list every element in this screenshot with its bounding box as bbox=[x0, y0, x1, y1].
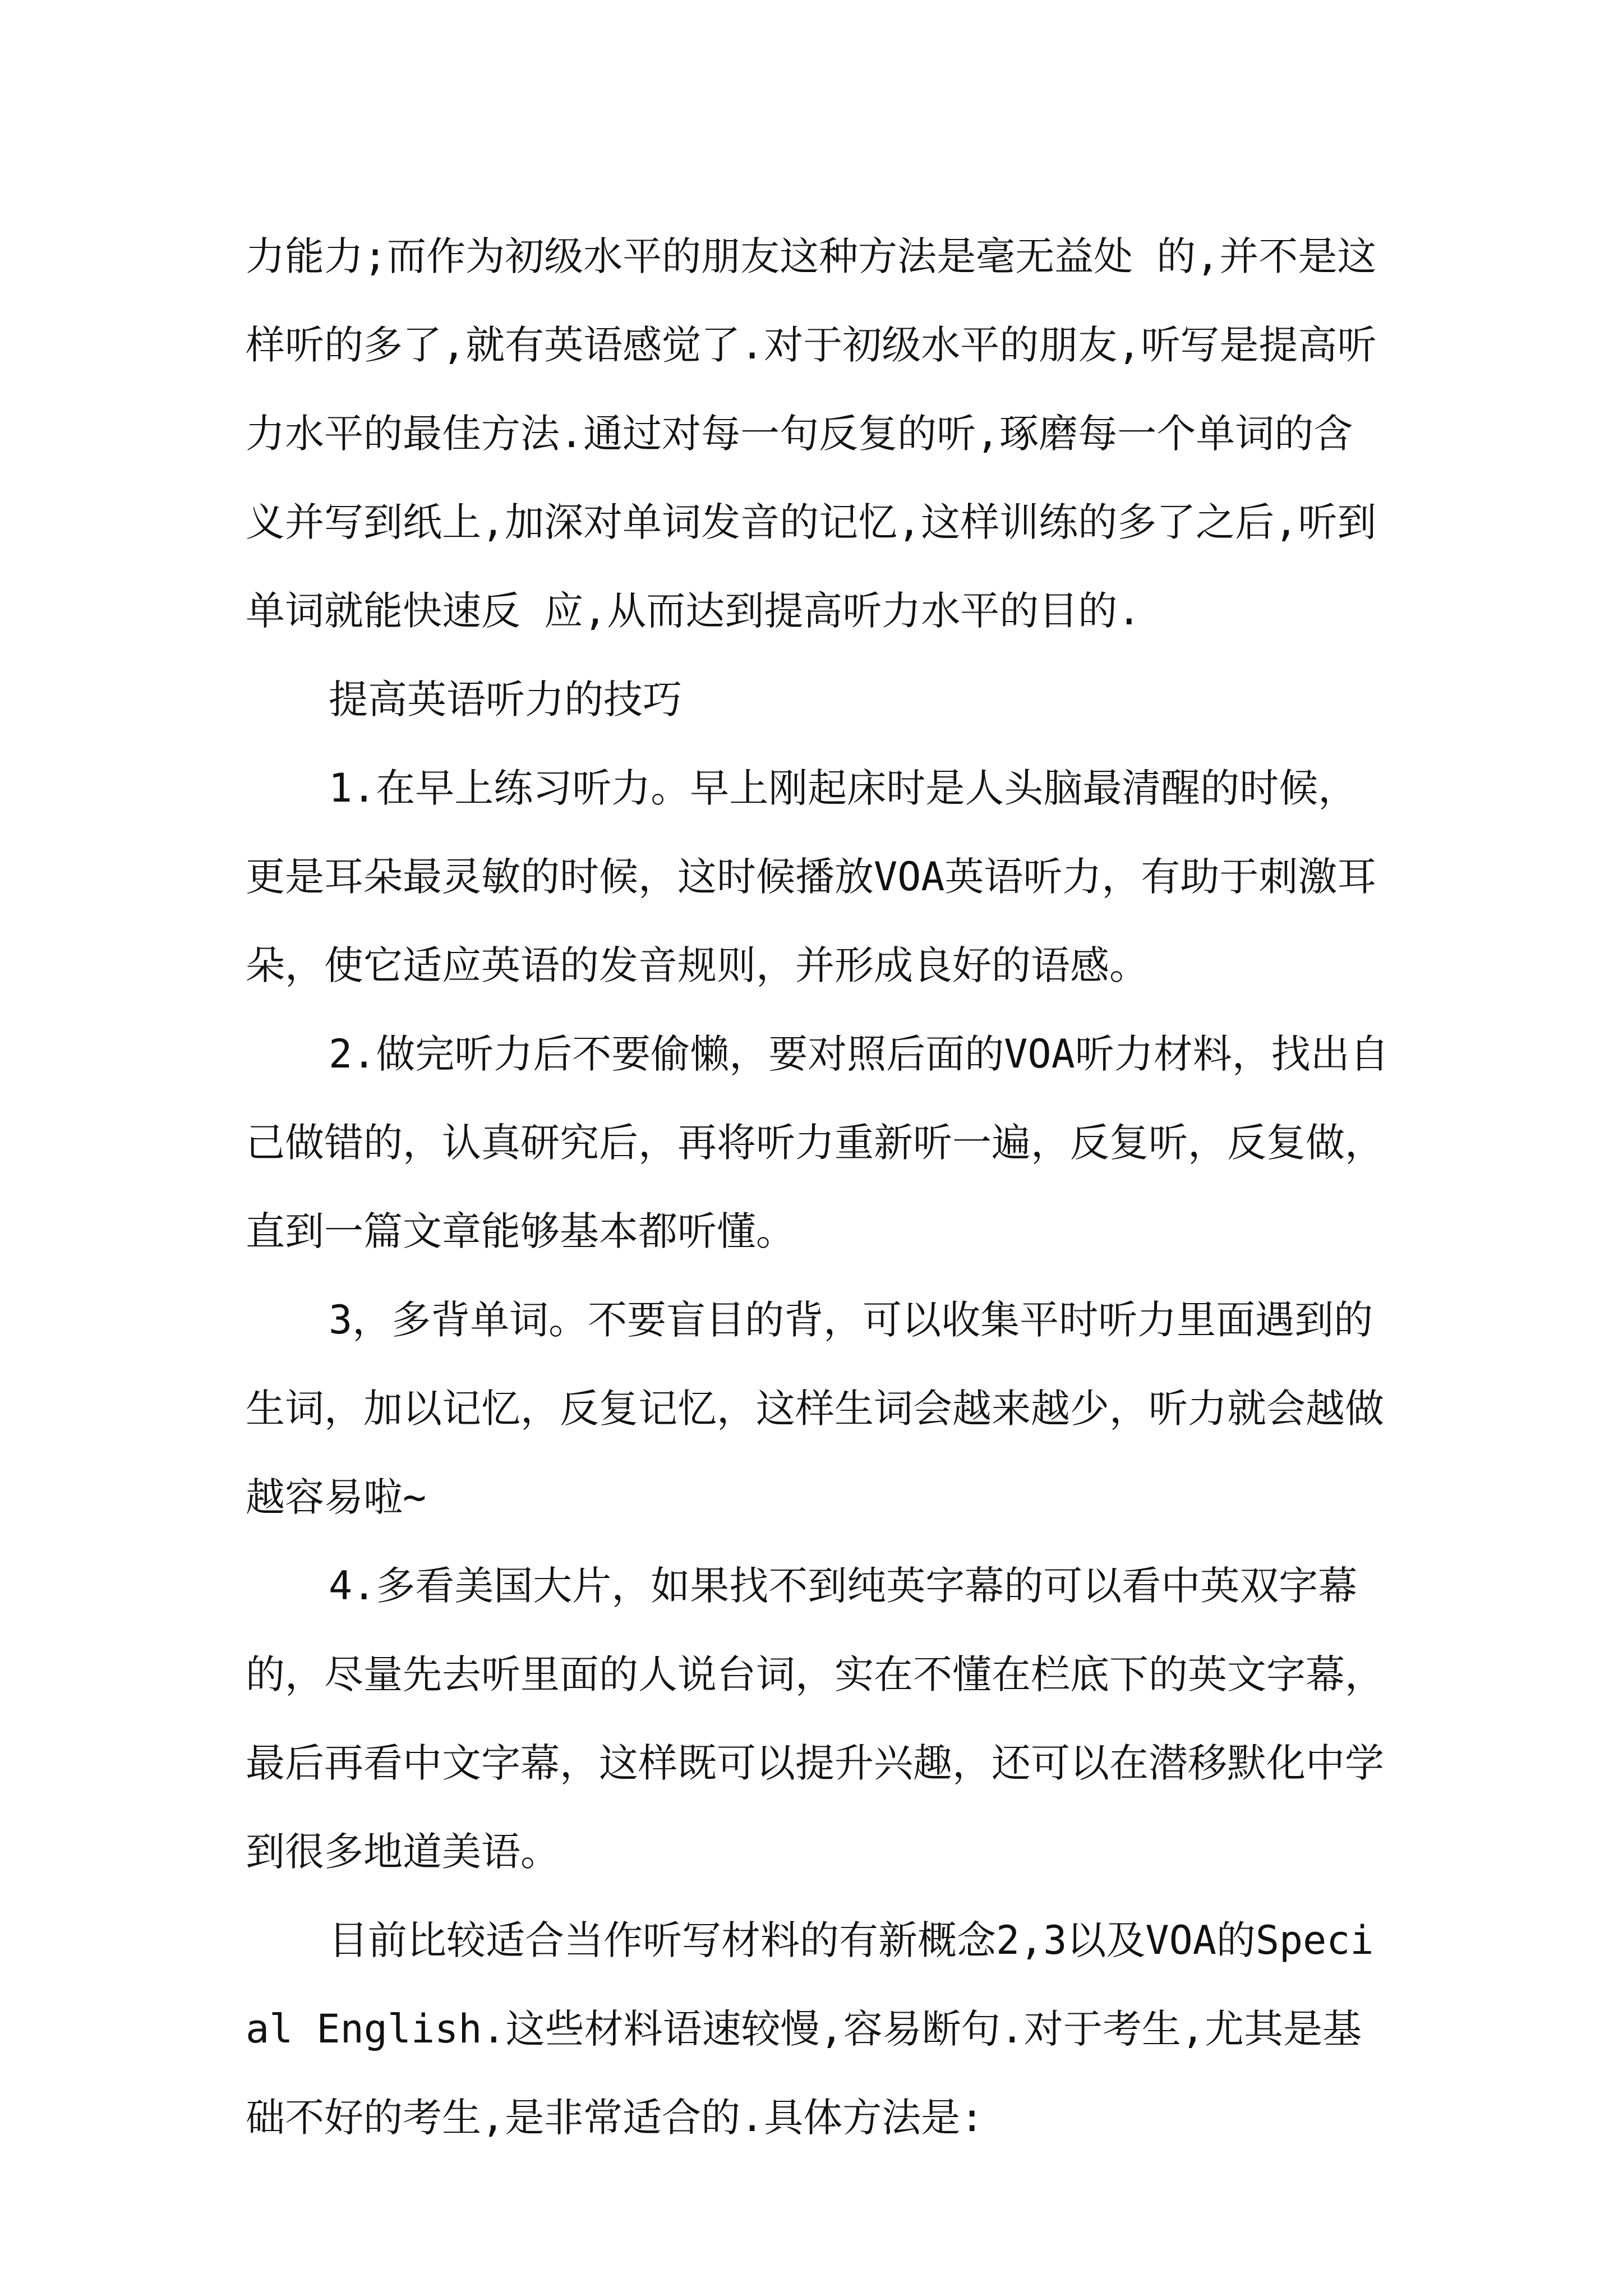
paragraph-continuation: 力能力;而作为初级水平的朋友这种方法是毫无益处 的,并不是这样听的多了,就有英语感觉了.对于初级水平的朋友,听写是提高听力水平的最佳方法.通过对每一句反复的听,琢磨每一个单词的含义并写到纸上,加深对单词发音的记忆,这样训练的多了之后,听到单词就能快速反 应,从而达到提高听力水平的目的. bbox=[246, 233, 1377, 634]
tip-paragraph-1: 1.在早上练习听力。早上刚起床时是人头脑最清醒的时候，更是耳朵最灵敏的时候，这时候播放VOA英语听力，有助于刺激耳朵，使它适应英语的发音规则，并形成良好的语感。 bbox=[246, 765, 1377, 988]
document-body bbox=[246, 212, 1390, 2162]
tip-paragraph-4: 4.多看美国大片，如果找不到纯英字幕的可以看中英双字幕的，尽量先去听里面的人说台词，实在不懂在栏底下的英文字幕，最后再看中文字幕，这样既可以提升兴趣，还可以在潜移默化中学到很多地道美语。 bbox=[246, 1563, 1384, 1875]
tip-paragraph-3: 3，多背单词。不要盲目的背，可以收集平时听力里面遇到的生词，加以记忆，反复记忆，这样生词会越来越少，听力就会越做越容易啦~ bbox=[246, 1297, 1384, 1520]
tip-paragraph-2: 2.做完听力后不要偷懒，要对照后面的VOA听力材料，找出自己做错的，认真研究后，再将听力重新听一遍，反复听，反复做，直到一篇文章能够基本都听懂。 bbox=[246, 1031, 1389, 1254]
materials-paragraph: 目前比较适合当作听写材料的有新概念2,3以及VOA的Special English.这些材料语速较慢,容易断句.对于考生,尤其是基础不好的考生,是非常适合的.具体方法是: bbox=[246, 1917, 1374, 2141]
section-heading: 提高英语听力的技巧 bbox=[329, 677, 682, 723]
